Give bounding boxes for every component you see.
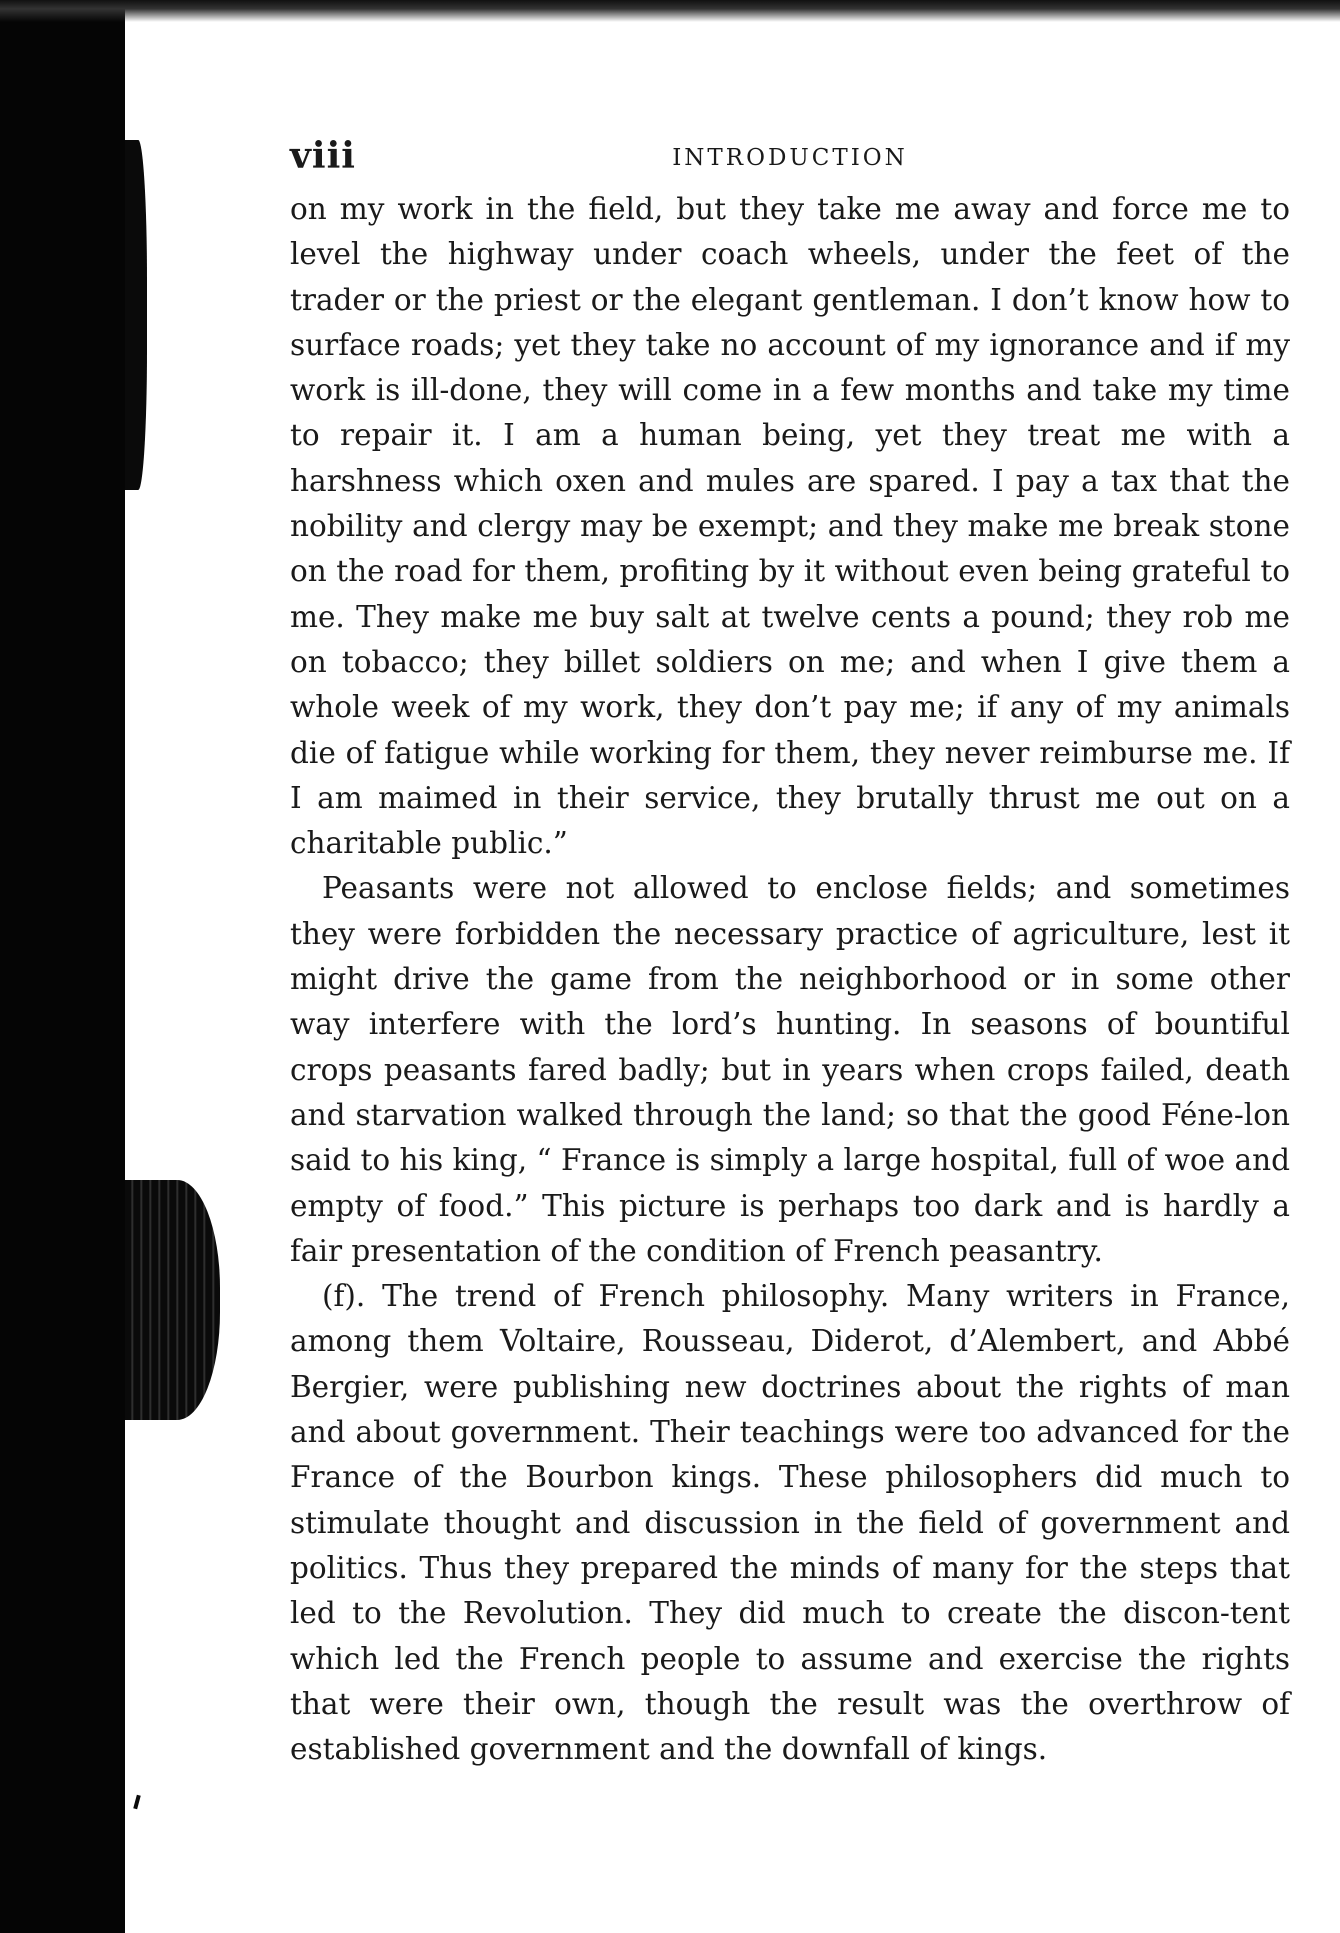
scan-edge-top [0,0,1340,22]
scan-speck [133,1795,140,1810]
scan-edge [0,0,125,1933]
scan-smudge-lower [125,1180,220,1420]
paragraph-french-philosophy: (f). The trend of French philosophy. Many writers in France, among them Voltaire, Rousseau, Diderot, d’Alembert, and Abbé Bergier, were publishing new doctrines about the rights of man and about government. Their teachings were too advanced for the France of the Bourbon kings. These philosophers did much to stimulate thought and discussion in the field of government and politics. Thus they prepared the minds of many for the steps that led to the Revolution. They did much to create the discon-tent which led the French people to assume and exercise the rights that were their own, though the result was the overthrow of established government and the downfall of kings. [290,1279,1290,1767]
paragraph-peasants: Peasants were not allowed to enclose fields; and sometimes they were forbidden the necessary practice of agriculture, lest it might drive the game from the neighborhood or in some other way interfere with the lord’s hunting. In seasons of bountiful crops peasants fared badly; but in years when crops failed, death and starvation walked through the land; so that the good Féne-lon said to his king, “ France is simply a large hospital, full of woe and empty of food.” This picture is perhaps too dark and is hardly a fair presentation of the condition of French peasantry. [290,871,1290,1268]
scan-smudge-upper [125,140,147,490]
running-head: INTRODUCTION [672,145,908,171]
page-number: viii [290,135,356,177]
body-text [290,187,1290,1772]
paragraph-continuation: on my work in the field, but they take me away and force me to level the highway under coach wheels, under the feet of the trader or the priest or the elegant gentleman. I don’t know how to surface roads; yet they take no account of my ignorance and if my work is ill-done, they will come in a few months and take my time to repair it. I am a human being, yet they treat me with a harshness which oxen and mules are spared. I pay a tax that the nobility and clergy may be exempt; and they make me break stone on the road for them, profiting by it without even being grateful to me. They make me buy salt at twelve cents a pound; they rob me on tobacco; they billet soldiers on me; and when I give them a whole week of my work, they don’t pay me; if any of my animals die of fatigue while working for them, they never reimburse me. If I am maimed in their service, they brutally thrust me out on a charitable public.” [290,192,1290,861]
page-header [290,135,1290,185]
book-page [290,135,1290,1772]
